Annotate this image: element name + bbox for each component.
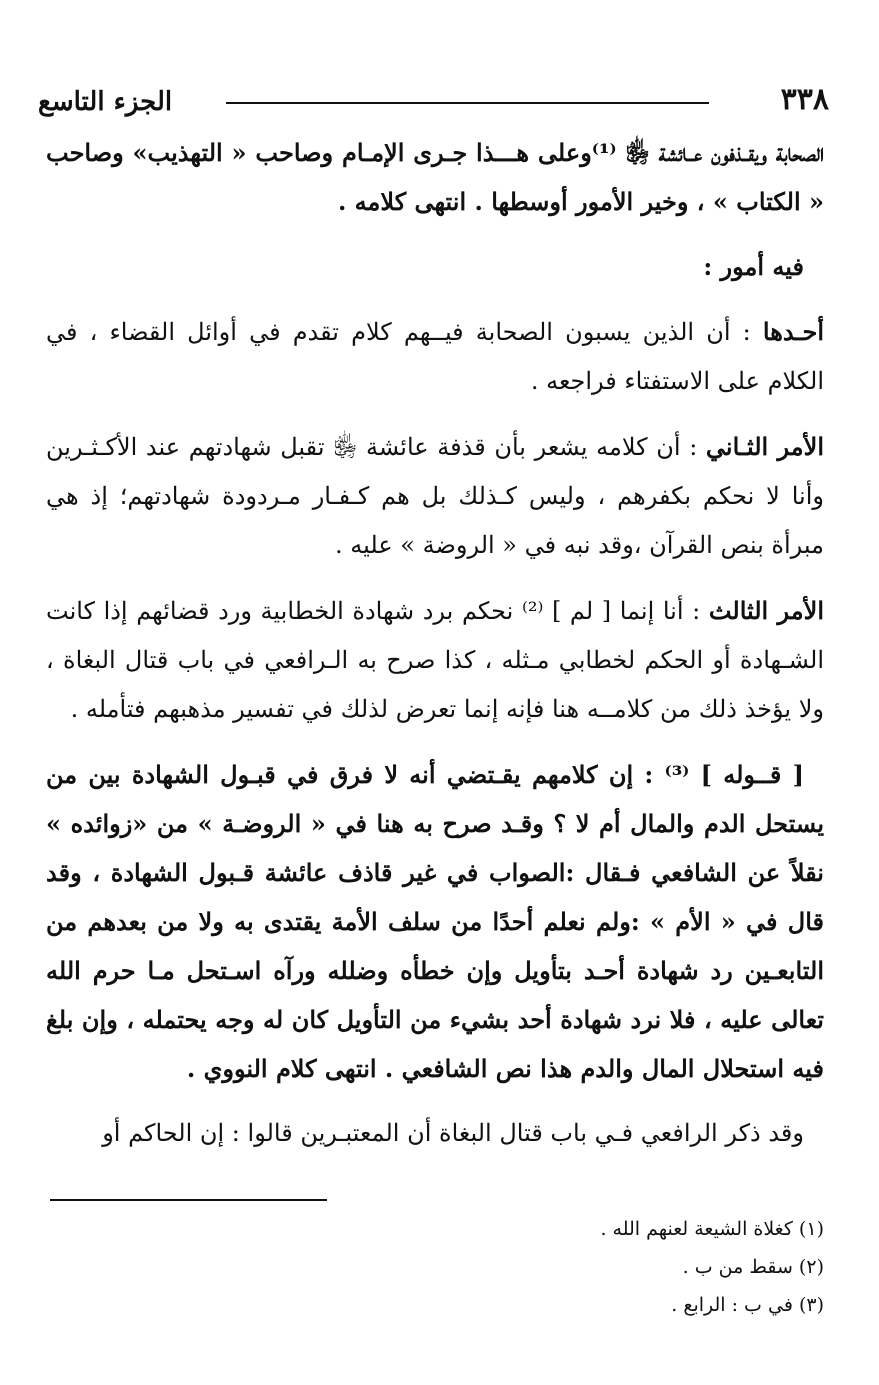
paragraph — [46, 307, 824, 406]
paragraph: فيه أمور : — [703, 252, 804, 281]
paragraph — [46, 422, 824, 570]
footnote: (١) كغلاة الشيعة لعنهم الله . — [600, 1218, 824, 1240]
running-head: الجزء التاسع — [38, 87, 173, 117]
paragraph: [ قــوله ] ⁽³⁾ : إن كلامهم يقـتضي أنه لا فرق في قبـول الشهادة بين من يستحل الدم والمال أم لا ؟ وقـد صرح به هنا في « الروضـة » من «زوائده » نقلاً عن الشافعي فـقال :الصواب في غير قاذف عائشة قـبول الشهادة ، وقد قال في « الأم » :ولم نعلم أحدًا من سلف الأمة يقتدى به ولا من بعدهم من التابعـين رد شهادة أحـد بتأويل وإن خطأه وضلله ورآه اسـتحل مـا حرم الله تعالى عليه ، فلا نرد شهادة أحد بشيء من التأويل كان له وجه يحتمله ، وإن بلغ فيه استحلال المال والدم هذا نص الشافعي . انتهى كلام النووي . — [46, 760, 824, 1083]
main-text — [46, 128, 824, 1174]
footnote: (٢) سقط من ب . — [682, 1256, 824, 1278]
footnote: (٣) في ب : الرابع . — [671, 1294, 824, 1316]
page-header — [38, 80, 829, 126]
paragraph-text: : أنا إنما [ لم ] ⁽²⁾ نحكم برد شهادة الخطابية ورد قضائهم إذا كانت الشـهادة أو الحكم لخطابي مـثله ، كذا صرح به الـرافعي في باب قتال البغاة ، ولا يؤخذ ذلك من كلامــه هنا فإنه إنما تعرض لذلك في تفسير مذهبهم فتأمله . — [46, 597, 824, 723]
paragraph-lead: الأمر الثـاني — [705, 432, 824, 461]
paragraph-text: : أن كلامه يشعر بأن قذفة عائشة ﵂ تقبل شهادتهم عند الأكـثـرين وأنا لا نحكم بكفرهم ، وليس كـذلك بل هم كـفـار مـردودة شهادتهم؛ إذ هي مبرأة بنص القرآن ،وقد نبه في « الروضة » عليه . — [46, 433, 824, 559]
paragraph: الصحابة ويقــذفون عــائشة ﵂ ⁽¹⁾وعلى هـــذا جـرى الإمـام وصاحب « التهذيب» وصاحب « الكتاب » ، وخير الأمور أوسطها . انتهى كلامه . — [46, 138, 824, 216]
header-rule — [226, 102, 709, 104]
page-number: ٣٣٨ — [780, 82, 829, 117]
paragraph-lead: أحـدها — [762, 317, 824, 346]
paragraph-lead: الأمر الثالث — [708, 596, 824, 625]
paragraph-text: : أن الذين يسبون الصحابة فيــهم كلام تقدم في أوائل القضاء ، في الكلام على الاستفتاء فراجعه . — [46, 318, 824, 395]
paragraph — [46, 586, 824, 734]
paragraph: وقد ذكر الرافعي فـي باب قتال البغاة أن المعتبـرين قالوا : إن الحاكم أو — [102, 1119, 804, 1147]
footnote-rule — [50, 1199, 327, 1201]
footnotes — [50, 1210, 824, 1324]
